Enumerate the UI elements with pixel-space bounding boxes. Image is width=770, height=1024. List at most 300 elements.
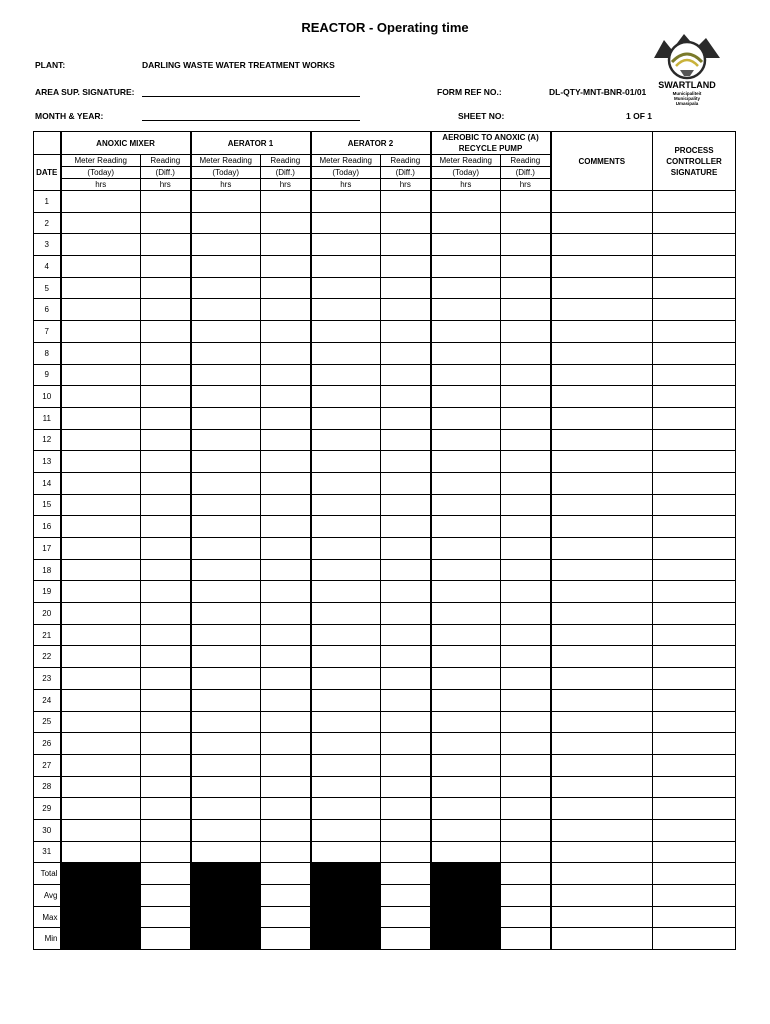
entry-cell[interactable] bbox=[141, 624, 191, 646]
entry-cell[interactable] bbox=[501, 321, 551, 343]
entry-cell[interactable] bbox=[141, 603, 191, 625]
comments-cell[interactable] bbox=[551, 863, 653, 885]
signature-cell[interactable] bbox=[653, 299, 736, 321]
entry-cell[interactable] bbox=[311, 472, 381, 494]
entry-cell[interactable] bbox=[191, 819, 261, 841]
entry-cell[interactable] bbox=[381, 516, 431, 538]
entry-cell[interactable] bbox=[141, 472, 191, 494]
comments-cell[interactable] bbox=[551, 277, 653, 299]
entry-cell[interactable] bbox=[311, 191, 381, 213]
comments-cell[interactable] bbox=[551, 299, 653, 321]
entry-cell[interactable] bbox=[191, 321, 261, 343]
entry-cell[interactable] bbox=[501, 689, 551, 711]
entry-cell[interactable] bbox=[501, 624, 551, 646]
entry-cell[interactable] bbox=[311, 581, 381, 603]
entry-cell[interactable] bbox=[261, 321, 311, 343]
signature-cell[interactable] bbox=[653, 581, 736, 603]
entry-cell[interactable] bbox=[381, 646, 431, 668]
entry-cell[interactable] bbox=[141, 321, 191, 343]
entry-cell[interactable] bbox=[431, 646, 501, 668]
entry-cell[interactable] bbox=[501, 776, 551, 798]
entry-cell[interactable] bbox=[381, 342, 431, 364]
entry-cell[interactable] bbox=[381, 668, 431, 690]
entry-cell[interactable] bbox=[141, 386, 191, 408]
comments-cell[interactable] bbox=[551, 819, 653, 841]
entry-cell[interactable] bbox=[191, 472, 261, 494]
entry-cell[interactable] bbox=[141, 364, 191, 386]
signature-cell[interactable] bbox=[653, 342, 736, 364]
entry-cell[interactable] bbox=[431, 819, 501, 841]
entry-cell[interactable] bbox=[261, 407, 311, 429]
entry-cell[interactable] bbox=[141, 538, 191, 560]
entry-cell[interactable] bbox=[261, 754, 311, 776]
entry-cell[interactable] bbox=[141, 711, 191, 733]
signature-cell[interactable] bbox=[653, 386, 736, 408]
entry-cell[interactable] bbox=[261, 451, 311, 473]
entry-cell[interactable] bbox=[61, 342, 141, 364]
entry-cell[interactable] bbox=[61, 429, 141, 451]
signature-cell[interactable] bbox=[653, 559, 736, 581]
entry-cell[interactable] bbox=[261, 429, 311, 451]
entry-cell[interactable] bbox=[381, 841, 431, 863]
signature-cell[interactable] bbox=[653, 516, 736, 538]
comments-cell[interactable] bbox=[551, 581, 653, 603]
entry-cell[interactable] bbox=[311, 277, 381, 299]
entry-cell[interactable] bbox=[141, 581, 191, 603]
entry-cell[interactable] bbox=[141, 559, 191, 581]
entry-cell[interactable] bbox=[311, 407, 381, 429]
entry-cell[interactable] bbox=[61, 407, 141, 429]
entry-cell[interactable] bbox=[501, 299, 551, 321]
signature-cell[interactable] bbox=[653, 429, 736, 451]
entry-cell[interactable] bbox=[431, 689, 501, 711]
comments-cell[interactable] bbox=[551, 364, 653, 386]
entry-cell[interactable] bbox=[431, 451, 501, 473]
entry-cell[interactable] bbox=[501, 581, 551, 603]
entry-cell[interactable] bbox=[381, 581, 431, 603]
entry-cell[interactable] bbox=[311, 754, 381, 776]
entry-cell[interactable] bbox=[61, 516, 141, 538]
entry-cell[interactable] bbox=[311, 256, 381, 278]
entry-cell[interactable] bbox=[191, 299, 261, 321]
entry-cell[interactable] bbox=[61, 451, 141, 473]
entry-cell[interactable] bbox=[261, 342, 311, 364]
entry-cell[interactable] bbox=[191, 212, 261, 234]
signature-cell[interactable] bbox=[653, 646, 736, 668]
entry-cell[interactable] bbox=[501, 234, 551, 256]
signature-cell[interactable] bbox=[653, 711, 736, 733]
entry-cell[interactable] bbox=[501, 407, 551, 429]
entry-cell[interactable] bbox=[141, 754, 191, 776]
entry-cell[interactable] bbox=[381, 364, 431, 386]
entry-cell[interactable] bbox=[381, 234, 431, 256]
entry-cell[interactable] bbox=[261, 776, 311, 798]
entry-cell[interactable] bbox=[431, 212, 501, 234]
entry-cell[interactable] bbox=[501, 603, 551, 625]
entry-cell[interactable] bbox=[311, 451, 381, 473]
signature-cell[interactable] bbox=[653, 819, 736, 841]
entry-cell[interactable] bbox=[431, 299, 501, 321]
entry-cell[interactable] bbox=[141, 234, 191, 256]
entry-cell[interactable] bbox=[431, 733, 501, 755]
entry-cell[interactable] bbox=[501, 754, 551, 776]
comments-cell[interactable] bbox=[551, 407, 653, 429]
comments-cell[interactable] bbox=[551, 429, 653, 451]
entry-cell[interactable] bbox=[261, 538, 311, 560]
entry-cell[interactable] bbox=[141, 342, 191, 364]
comments-cell[interactable] bbox=[551, 234, 653, 256]
entry-cell[interactable] bbox=[61, 191, 141, 213]
entry-cell[interactable] bbox=[431, 668, 501, 690]
entry-cell[interactable] bbox=[61, 321, 141, 343]
entry-cell[interactable] bbox=[431, 711, 501, 733]
entry-cell[interactable] bbox=[61, 581, 141, 603]
entry-cell[interactable] bbox=[311, 494, 381, 516]
entry-cell[interactable] bbox=[311, 364, 381, 386]
entry-cell[interactable] bbox=[311, 234, 381, 256]
entry-cell[interactable] bbox=[261, 494, 311, 516]
entry-cell[interactable] bbox=[431, 386, 501, 408]
entry-cell[interactable] bbox=[431, 364, 501, 386]
comments-cell[interactable] bbox=[551, 733, 653, 755]
entry-cell[interactable] bbox=[501, 863, 551, 885]
entry-cell[interactable] bbox=[431, 191, 501, 213]
entry-cell[interactable] bbox=[501, 364, 551, 386]
month-year-line[interactable] bbox=[142, 120, 360, 121]
signature-cell[interactable] bbox=[653, 798, 736, 820]
entry-cell[interactable] bbox=[61, 733, 141, 755]
entry-cell[interactable] bbox=[431, 754, 501, 776]
entry-cell[interactable] bbox=[261, 624, 311, 646]
entry-cell[interactable] bbox=[501, 472, 551, 494]
entry-cell[interactable] bbox=[311, 624, 381, 646]
entry-cell[interactable] bbox=[431, 538, 501, 560]
entry-cell[interactable] bbox=[61, 386, 141, 408]
comments-cell[interactable] bbox=[551, 494, 653, 516]
entry-cell[interactable] bbox=[501, 538, 551, 560]
entry-cell[interactable] bbox=[501, 733, 551, 755]
entry-cell[interactable] bbox=[501, 256, 551, 278]
entry-cell[interactable] bbox=[431, 234, 501, 256]
entry-cell[interactable] bbox=[501, 885, 551, 907]
entry-cell[interactable] bbox=[501, 559, 551, 581]
entry-cell[interactable] bbox=[381, 256, 431, 278]
comments-cell[interactable] bbox=[551, 516, 653, 538]
signature-cell[interactable] bbox=[653, 321, 736, 343]
entry-cell[interactable] bbox=[381, 798, 431, 820]
entry-cell[interactable] bbox=[61, 364, 141, 386]
entry-cell[interactable] bbox=[431, 624, 501, 646]
entry-cell[interactable] bbox=[61, 299, 141, 321]
entry-cell[interactable] bbox=[141, 212, 191, 234]
signature-cell[interactable] bbox=[653, 212, 736, 234]
entry-cell[interactable] bbox=[61, 776, 141, 798]
entry-cell[interactable] bbox=[261, 689, 311, 711]
comments-cell[interactable] bbox=[551, 885, 653, 907]
entry-cell[interactable] bbox=[261, 386, 311, 408]
signature-cell[interactable] bbox=[653, 668, 736, 690]
entry-cell[interactable] bbox=[191, 386, 261, 408]
entry-cell[interactable] bbox=[381, 754, 431, 776]
entry-cell[interactable] bbox=[191, 646, 261, 668]
entry-cell[interactable] bbox=[141, 516, 191, 538]
entry-cell[interactable] bbox=[191, 733, 261, 755]
comments-cell[interactable] bbox=[551, 646, 653, 668]
comments-cell[interactable] bbox=[551, 624, 653, 646]
signature-cell[interactable] bbox=[653, 906, 736, 928]
entry-cell[interactable] bbox=[261, 863, 311, 885]
entry-cell[interactable] bbox=[61, 819, 141, 841]
entry-cell[interactable] bbox=[191, 364, 261, 386]
entry-cell[interactable] bbox=[431, 472, 501, 494]
area-sup-signature-line[interactable] bbox=[142, 96, 360, 97]
entry-cell[interactable] bbox=[431, 256, 501, 278]
entry-cell[interactable] bbox=[191, 494, 261, 516]
signature-cell[interactable] bbox=[653, 494, 736, 516]
entry-cell[interactable] bbox=[501, 646, 551, 668]
entry-cell[interactable] bbox=[191, 689, 261, 711]
entry-cell[interactable] bbox=[261, 364, 311, 386]
entry-cell[interactable] bbox=[191, 668, 261, 690]
entry-cell[interactable] bbox=[311, 841, 381, 863]
comments-cell[interactable] bbox=[551, 321, 653, 343]
entry-cell[interactable] bbox=[61, 646, 141, 668]
entry-cell[interactable] bbox=[501, 906, 551, 928]
entry-cell[interactable] bbox=[191, 603, 261, 625]
entry-cell[interactable] bbox=[61, 668, 141, 690]
entry-cell[interactable] bbox=[381, 429, 431, 451]
comments-cell[interactable] bbox=[551, 256, 653, 278]
entry-cell[interactable] bbox=[381, 407, 431, 429]
entry-cell[interactable] bbox=[261, 841, 311, 863]
entry-cell[interactable] bbox=[261, 234, 311, 256]
signature-cell[interactable] bbox=[653, 733, 736, 755]
comments-cell[interactable] bbox=[551, 386, 653, 408]
entry-cell[interactable] bbox=[261, 516, 311, 538]
comments-cell[interactable] bbox=[551, 342, 653, 364]
entry-cell[interactable] bbox=[61, 212, 141, 234]
comments-cell[interactable] bbox=[551, 212, 653, 234]
entry-cell[interactable] bbox=[61, 277, 141, 299]
entry-cell[interactable] bbox=[141, 256, 191, 278]
entry-cell[interactable] bbox=[141, 841, 191, 863]
comments-cell[interactable] bbox=[551, 906, 653, 928]
entry-cell[interactable] bbox=[501, 451, 551, 473]
entry-cell[interactable] bbox=[61, 256, 141, 278]
entry-cell[interactable] bbox=[191, 516, 261, 538]
entry-cell[interactable] bbox=[141, 299, 191, 321]
signature-cell[interactable] bbox=[653, 472, 736, 494]
entry-cell[interactable] bbox=[431, 407, 501, 429]
signature-cell[interactable] bbox=[653, 863, 736, 885]
entry-cell[interactable] bbox=[141, 451, 191, 473]
entry-cell[interactable] bbox=[261, 646, 311, 668]
entry-cell[interactable] bbox=[381, 603, 431, 625]
entry-cell[interactable] bbox=[261, 928, 311, 950]
comments-cell[interactable] bbox=[551, 841, 653, 863]
comments-cell[interactable] bbox=[551, 603, 653, 625]
signature-cell[interactable] bbox=[653, 234, 736, 256]
entry-cell[interactable] bbox=[141, 776, 191, 798]
entry-cell[interactable] bbox=[501, 212, 551, 234]
entry-cell[interactable] bbox=[141, 494, 191, 516]
entry-cell[interactable] bbox=[141, 733, 191, 755]
entry-cell[interactable] bbox=[501, 342, 551, 364]
signature-cell[interactable] bbox=[653, 277, 736, 299]
entry-cell[interactable] bbox=[501, 711, 551, 733]
entry-cell[interactable] bbox=[311, 819, 381, 841]
entry-cell[interactable] bbox=[381, 472, 431, 494]
entry-cell[interactable] bbox=[141, 429, 191, 451]
entry-cell[interactable] bbox=[61, 711, 141, 733]
entry-cell[interactable] bbox=[191, 234, 261, 256]
entry-cell[interactable] bbox=[381, 386, 431, 408]
entry-cell[interactable] bbox=[381, 863, 431, 885]
comments-cell[interactable] bbox=[551, 928, 653, 950]
entry-cell[interactable] bbox=[431, 841, 501, 863]
entry-cell[interactable] bbox=[501, 191, 551, 213]
entry-cell[interactable] bbox=[431, 603, 501, 625]
entry-cell[interactable] bbox=[501, 429, 551, 451]
entry-cell[interactable] bbox=[141, 928, 191, 950]
entry-cell[interactable] bbox=[501, 819, 551, 841]
signature-cell[interactable] bbox=[653, 885, 736, 907]
entry-cell[interactable] bbox=[191, 754, 261, 776]
entry-cell[interactable] bbox=[311, 212, 381, 234]
entry-cell[interactable] bbox=[431, 429, 501, 451]
entry-cell[interactable] bbox=[261, 472, 311, 494]
signature-cell[interactable] bbox=[653, 364, 736, 386]
entry-cell[interactable] bbox=[311, 733, 381, 755]
signature-cell[interactable] bbox=[653, 928, 736, 950]
entry-cell[interactable] bbox=[501, 494, 551, 516]
entry-cell[interactable] bbox=[311, 516, 381, 538]
signature-cell[interactable] bbox=[653, 841, 736, 863]
signature-cell[interactable] bbox=[653, 689, 736, 711]
entry-cell[interactable] bbox=[501, 668, 551, 690]
signature-cell[interactable] bbox=[653, 754, 736, 776]
entry-cell[interactable] bbox=[61, 472, 141, 494]
entry-cell[interactable] bbox=[311, 668, 381, 690]
entry-cell[interactable] bbox=[381, 277, 431, 299]
entry-cell[interactable] bbox=[381, 689, 431, 711]
signature-cell[interactable] bbox=[653, 603, 736, 625]
entry-cell[interactable] bbox=[261, 212, 311, 234]
entry-cell[interactable] bbox=[431, 321, 501, 343]
entry-cell[interactable] bbox=[261, 819, 311, 841]
entry-cell[interactable] bbox=[381, 559, 431, 581]
entry-cell[interactable] bbox=[61, 841, 141, 863]
entry-cell[interactable] bbox=[141, 407, 191, 429]
entry-cell[interactable] bbox=[311, 386, 381, 408]
entry-cell[interactable] bbox=[141, 798, 191, 820]
entry-cell[interactable] bbox=[191, 342, 261, 364]
entry-cell[interactable] bbox=[431, 581, 501, 603]
entry-cell[interactable] bbox=[311, 603, 381, 625]
entry-cell[interactable] bbox=[311, 689, 381, 711]
comments-cell[interactable] bbox=[551, 754, 653, 776]
entry-cell[interactable] bbox=[141, 885, 191, 907]
entry-cell[interactable] bbox=[381, 906, 431, 928]
entry-cell[interactable] bbox=[261, 733, 311, 755]
entry-cell[interactable] bbox=[61, 624, 141, 646]
entry-cell[interactable] bbox=[311, 646, 381, 668]
entry-cell[interactable] bbox=[381, 494, 431, 516]
comments-cell[interactable] bbox=[551, 472, 653, 494]
entry-cell[interactable] bbox=[191, 624, 261, 646]
entry-cell[interactable] bbox=[381, 212, 431, 234]
entry-cell[interactable] bbox=[501, 516, 551, 538]
entry-cell[interactable] bbox=[191, 841, 261, 863]
entry-cell[interactable] bbox=[141, 819, 191, 841]
entry-cell[interactable] bbox=[261, 299, 311, 321]
entry-cell[interactable] bbox=[191, 191, 261, 213]
entry-cell[interactable] bbox=[261, 581, 311, 603]
entry-cell[interactable] bbox=[141, 863, 191, 885]
entry-cell[interactable] bbox=[141, 191, 191, 213]
entry-cell[interactable] bbox=[191, 581, 261, 603]
entry-cell[interactable] bbox=[311, 321, 381, 343]
comments-cell[interactable] bbox=[551, 711, 653, 733]
entry-cell[interactable] bbox=[61, 234, 141, 256]
entry-cell[interactable] bbox=[431, 277, 501, 299]
entry-cell[interactable] bbox=[61, 603, 141, 625]
entry-cell[interactable] bbox=[311, 559, 381, 581]
entry-cell[interactable] bbox=[61, 754, 141, 776]
entry-cell[interactable] bbox=[61, 689, 141, 711]
entry-cell[interactable] bbox=[61, 798, 141, 820]
entry-cell[interactable] bbox=[311, 798, 381, 820]
entry-cell[interactable] bbox=[191, 451, 261, 473]
comments-cell[interactable] bbox=[551, 451, 653, 473]
entry-cell[interactable] bbox=[311, 538, 381, 560]
entry-cell[interactable] bbox=[61, 538, 141, 560]
entry-cell[interactable] bbox=[311, 342, 381, 364]
signature-cell[interactable] bbox=[653, 256, 736, 278]
entry-cell[interactable] bbox=[381, 451, 431, 473]
entry-cell[interactable] bbox=[261, 277, 311, 299]
entry-cell[interactable] bbox=[431, 342, 501, 364]
entry-cell[interactable] bbox=[501, 841, 551, 863]
entry-cell[interactable] bbox=[501, 386, 551, 408]
entry-cell[interactable] bbox=[311, 711, 381, 733]
signature-cell[interactable] bbox=[653, 538, 736, 560]
entry-cell[interactable] bbox=[311, 299, 381, 321]
entry-cell[interactable] bbox=[191, 407, 261, 429]
entry-cell[interactable] bbox=[431, 559, 501, 581]
entry-cell[interactable] bbox=[261, 668, 311, 690]
entry-cell[interactable] bbox=[501, 798, 551, 820]
signature-cell[interactable] bbox=[653, 191, 736, 213]
entry-cell[interactable] bbox=[381, 191, 431, 213]
entry-cell[interactable] bbox=[431, 516, 501, 538]
entry-cell[interactable] bbox=[141, 906, 191, 928]
entry-cell[interactable] bbox=[381, 885, 431, 907]
entry-cell[interactable] bbox=[191, 277, 261, 299]
entry-cell[interactable] bbox=[261, 603, 311, 625]
entry-cell[interactable] bbox=[311, 429, 381, 451]
entry-cell[interactable] bbox=[431, 776, 501, 798]
entry-cell[interactable] bbox=[381, 321, 431, 343]
entry-cell[interactable] bbox=[431, 798, 501, 820]
entry-cell[interactable] bbox=[191, 798, 261, 820]
entry-cell[interactable] bbox=[261, 906, 311, 928]
entry-cell[interactable] bbox=[261, 559, 311, 581]
entry-cell[interactable] bbox=[431, 494, 501, 516]
entry-cell[interactable] bbox=[381, 819, 431, 841]
entry-cell[interactable] bbox=[191, 559, 261, 581]
signature-cell[interactable] bbox=[653, 624, 736, 646]
